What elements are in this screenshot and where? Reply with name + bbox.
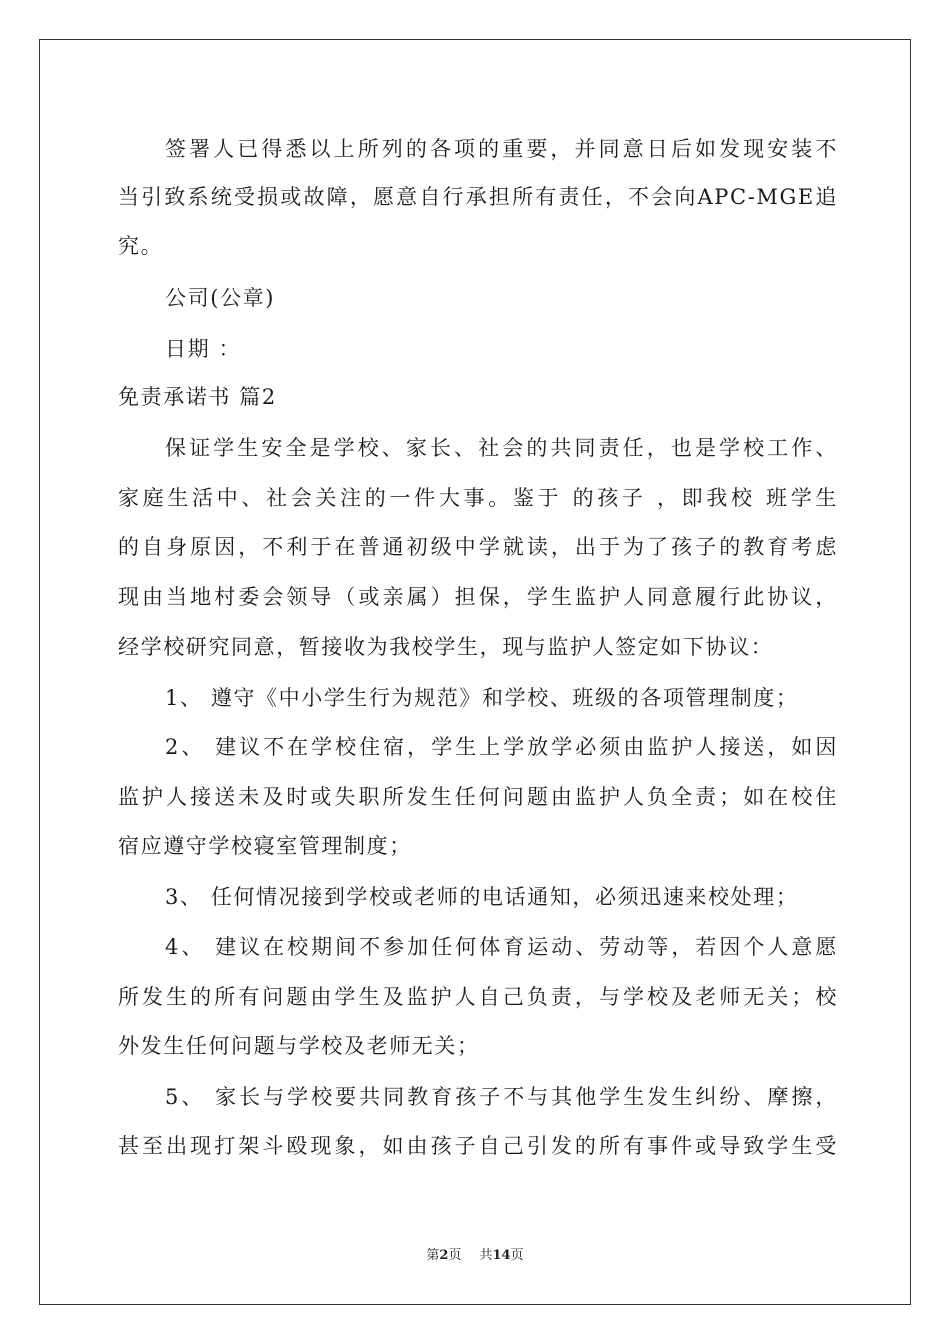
page-border — [39, 39, 911, 1305]
page-prefix: 第 — [426, 1248, 440, 1263]
paragraph-line: 当引致系统受损或故障，愿意自行承担所有责任，不会向APC-MGE追 — [118, 185, 838, 209]
list-item-4: 4、 建议在校期间不参加任何体育运动、劳动等，若因个人意愿 — [165, 935, 838, 959]
paragraph-line: 的自身原因，不利于在普通初级中学就读，出于为了孩子的教育考虑 — [118, 535, 838, 559]
paragraph-line: 外发生任何问题与学校及老师无关； — [118, 1034, 480, 1058]
paragraph-line: 所发生的所有问题由学生及监护人自己负责，与学校及老师无关；校 — [118, 985, 838, 1009]
page-current: 2 — [439, 1248, 449, 1263]
paragraph-line: 监护人接送未及时或失职所发生任何问题由监护人负全责；如在校住 — [118, 785, 838, 809]
list-item-1: 1、 遵守《中小学生行为规范》和学校、班级的各项管理制度； — [165, 686, 799, 710]
list-item-3: 3、 任何情况接到学校或老师的电话通知，必须迅速来校处理； — [165, 885, 799, 909]
page-unit: 页 — [448, 1248, 462, 1263]
list-item-5: 5、 家长与学校要共同教育孩子不与其他学生发生纠纷、摩擦， — [165, 1085, 838, 1109]
list-item-2: 2、 建议不在学校住宿，学生上学放学必须由监护人接送，如因 — [165, 735, 838, 759]
total-prefix: 共 — [479, 1248, 493, 1263]
section-heading: 免责承诺书 篇2 — [118, 385, 277, 409]
date-line: 日期 ： — [165, 337, 242, 361]
company-seal-line: 公司(公章) — [165, 286, 275, 310]
page-footer — [0, 1248, 950, 1264]
paragraph-line: 甚至出现打架斗殴现象，如由孩子自己引发的所有事件或导致学生受 — [118, 1134, 838, 1158]
page-total: 14 — [492, 1248, 511, 1263]
paragraph-line: 签署人已得悉以上所列的各项的重要，并同意日后如发现安装不 — [165, 137, 838, 161]
total-unit: 页 — [510, 1248, 524, 1263]
paragraph-line: 经学校研究同意，暂接收为我校学生，现与监护人签定如下协议： — [118, 635, 774, 659]
paragraph-line: 现由当地村委会领导（或亲属）担保，学生监护人同意履行此协议， — [118, 585, 838, 609]
paragraph-line: 家庭生活中、社会关注的一件大事。鉴于 的孩子 ，即我校 班学生 — [118, 486, 838, 510]
paragraph-line: 究。 — [118, 234, 164, 258]
paragraph-line: 保证学生安全是学校、家长、社会的共同责任，也是学校工作、 — [165, 436, 838, 460]
paragraph-line: 宿应遵守学校寝室管理制度； — [118, 834, 412, 858]
